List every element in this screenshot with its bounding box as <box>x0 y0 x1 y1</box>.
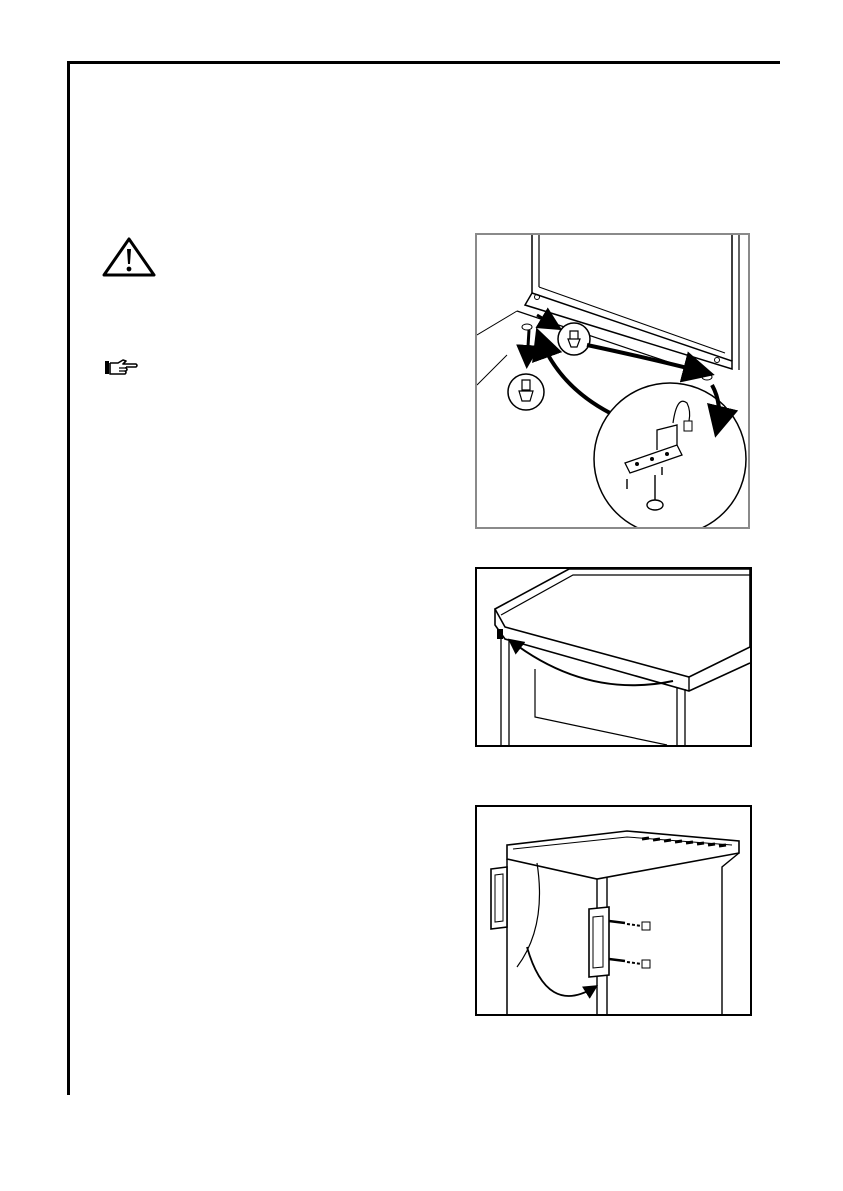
door-handle-relocation-diagram <box>475 805 752 1016</box>
leveling-feet-and-hinge-diagram <box>475 233 750 529</box>
pointing-hand-icon <box>104 358 138 376</box>
page-top-rule <box>67 61 780 64</box>
hinge-pin-top-diagram <box>475 567 752 747</box>
warning-triangle-icon <box>101 236 157 278</box>
page-left-rule <box>67 61 70 1095</box>
